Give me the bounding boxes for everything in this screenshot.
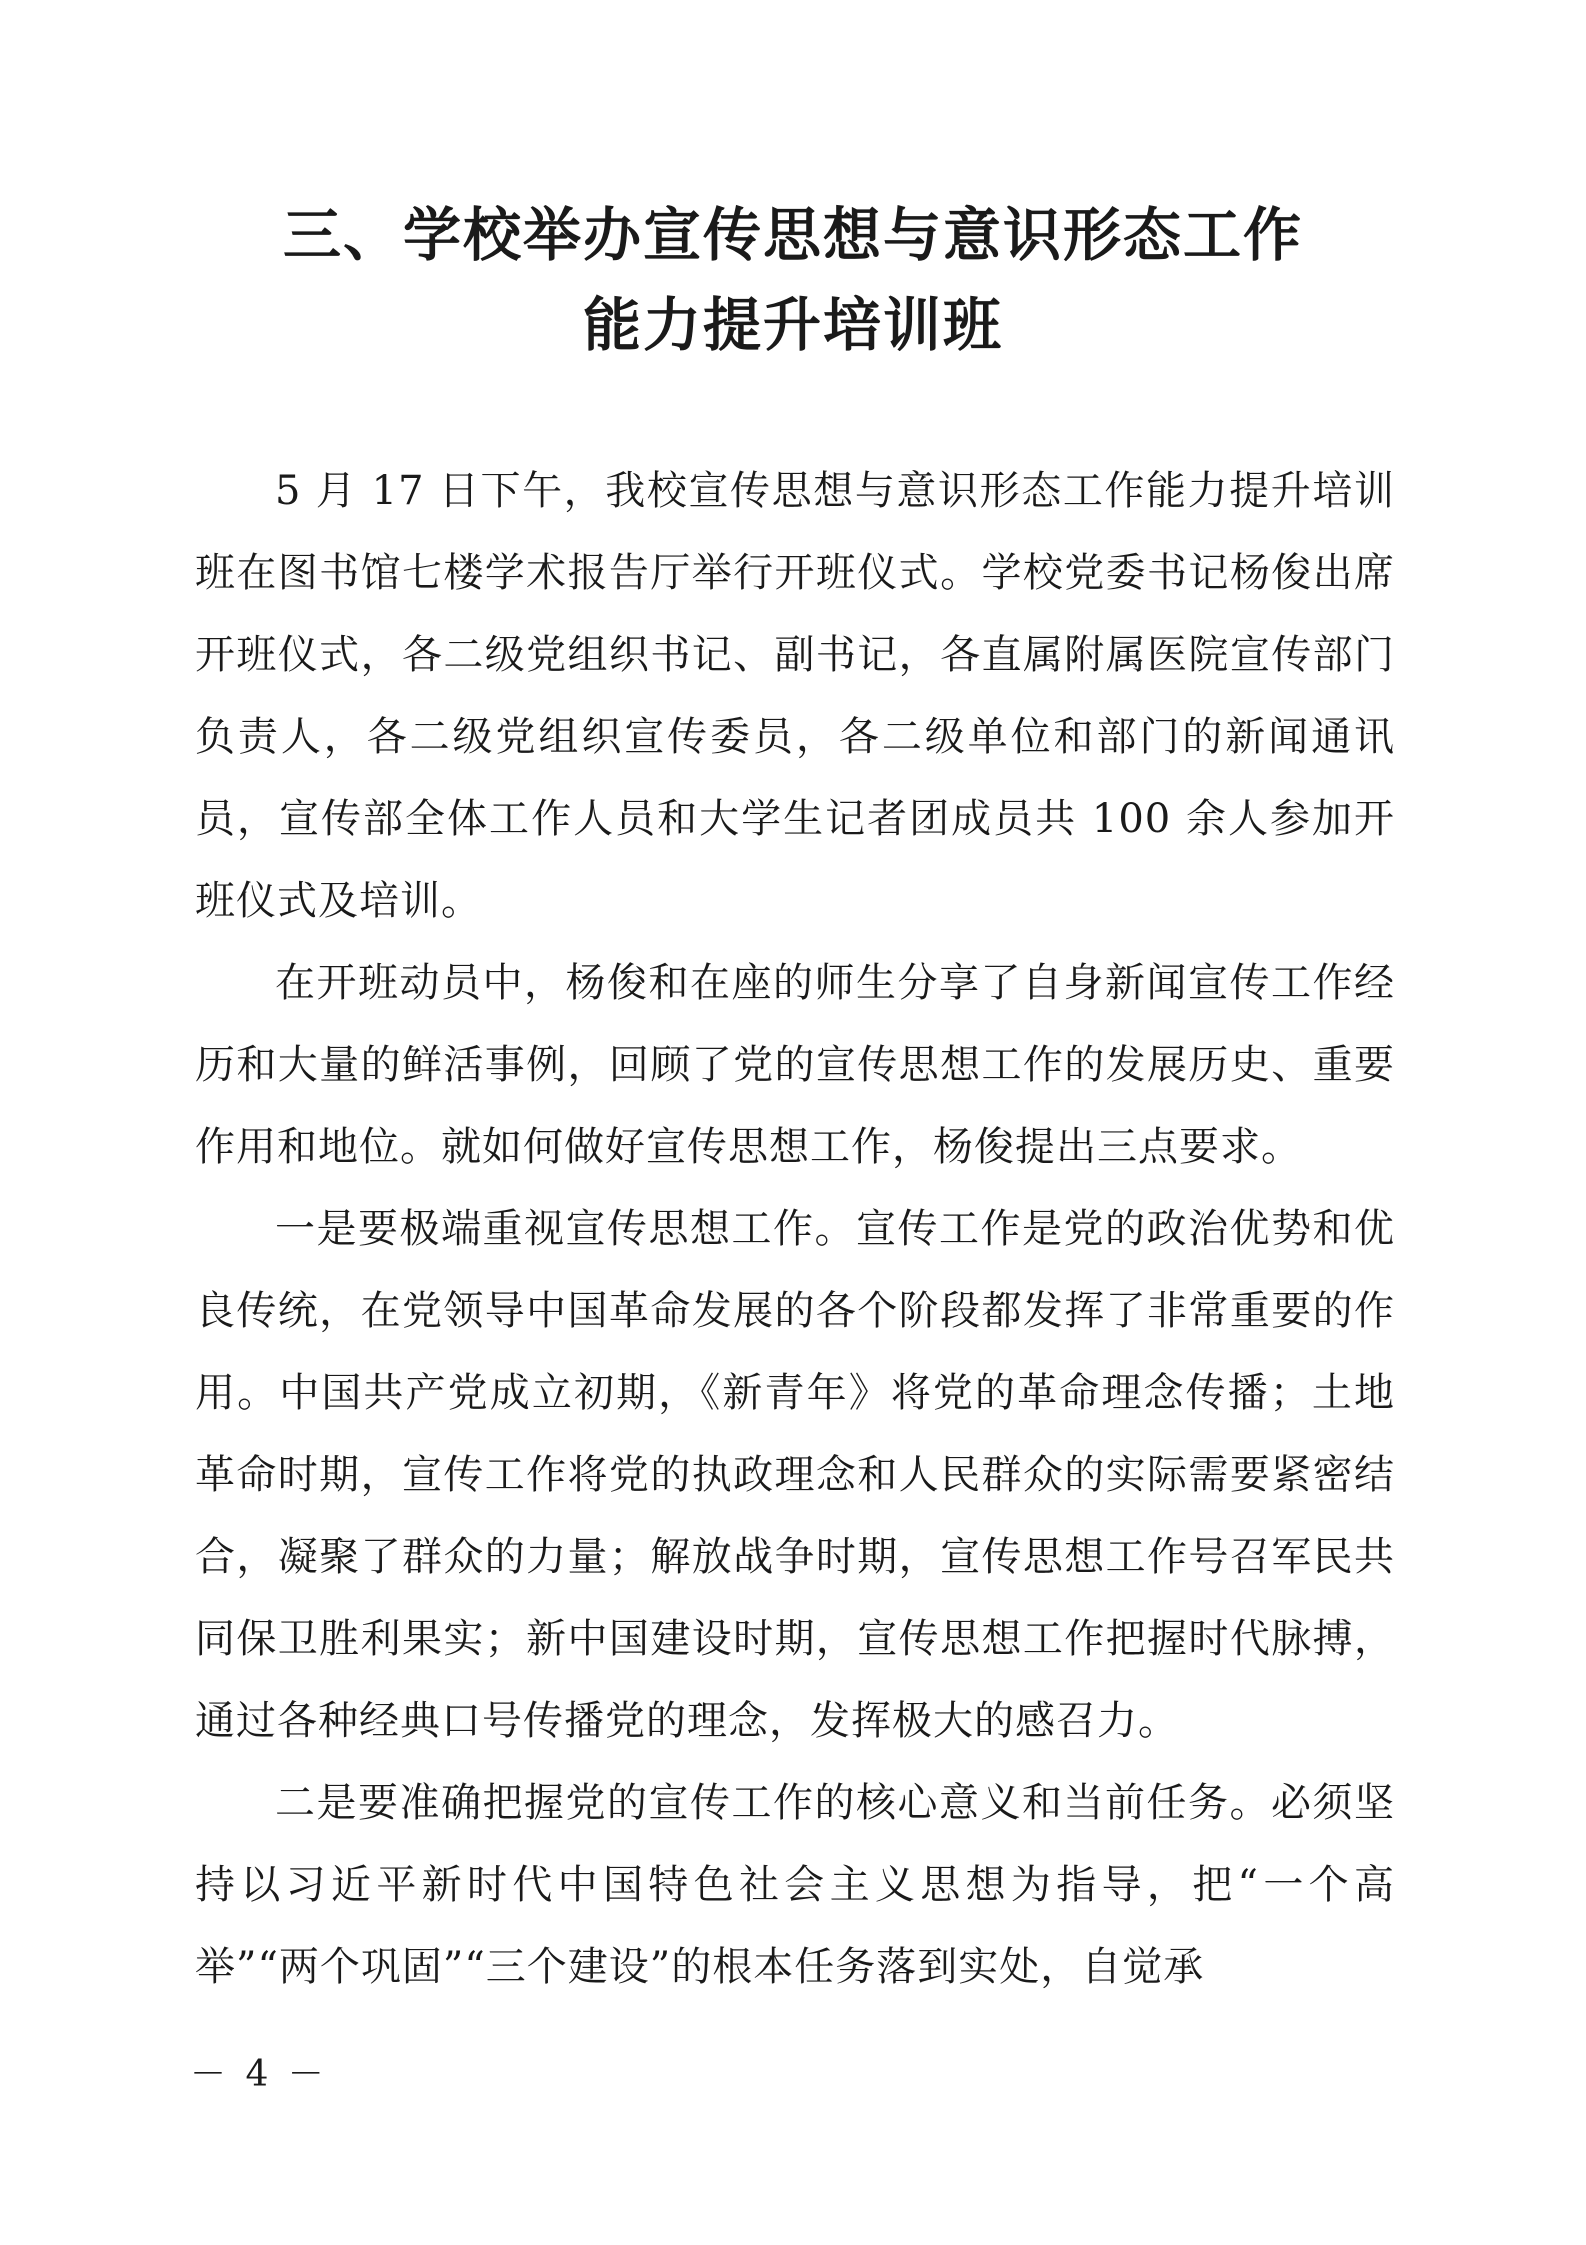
document-title (0, 190, 1586, 370)
paragraph-4: 二是要准确把握党的宣传工作的核心意义和当前任务。必须坚持以习近平新时代中国特色社会主义思想为指导，把“一个高举”“两个巩固”“三个建设”的根本任务落到实处，自觉承 (195, 1780, 1395, 1990)
title-line-2: 能力提升培训班 (582, 291, 1003, 359)
paragraph-1: 5 月 17 日下午，我校宣传思想与意识形态工作能力提升培训班在图书馆七楼学术报告厅举行开班仪式。学校党委书记杨俊出席开班仪式，各二级党组织书记、副书记，各直属附属医院宣传部门负责人，各二级党组织宣传委员，各二级单位和部门的新闻通讯员，宣传部全体工作人员和大学生记者团成员共 100 余人参加开班仪式及培训。 (195, 468, 1395, 924)
page-number: － 4 － (190, 2054, 328, 2095)
title-line-1: 三、学校举办宣传思想与意识形态工作 (282, 201, 1303, 269)
paragraph-2: 在开班动员中，杨俊和在座的师生分享了自身新闻宣传工作经历和大量的鲜活事例，回顾了党的宣传思想工作的发展历史、重要作用和地位。就如何做好宣传思想工作，杨俊提出三点要求。 (195, 960, 1395, 1170)
paragraph-3: 一是要极端重视宣传思想工作。宣传工作是党的政治优势和优良传统，在党领导中国革命发展的各个阶段都发挥了非常重要的作用。中国共产党成立初期，《新青年》将党的革命理念传播；土地革命时期，宣传工作将党的执政理念和人民群众的实际需要紧密结合，凝聚了群众的力量；解放战争时期，宣传思想工作号召军民共同保卫胜利果实；新中国建设时期，宣传思想工作把握时代脉搏，通过各种经典口号传播党的理念，发挥极大的感召力。 (195, 1206, 1395, 1744)
document-body (195, 450, 1395, 2008)
